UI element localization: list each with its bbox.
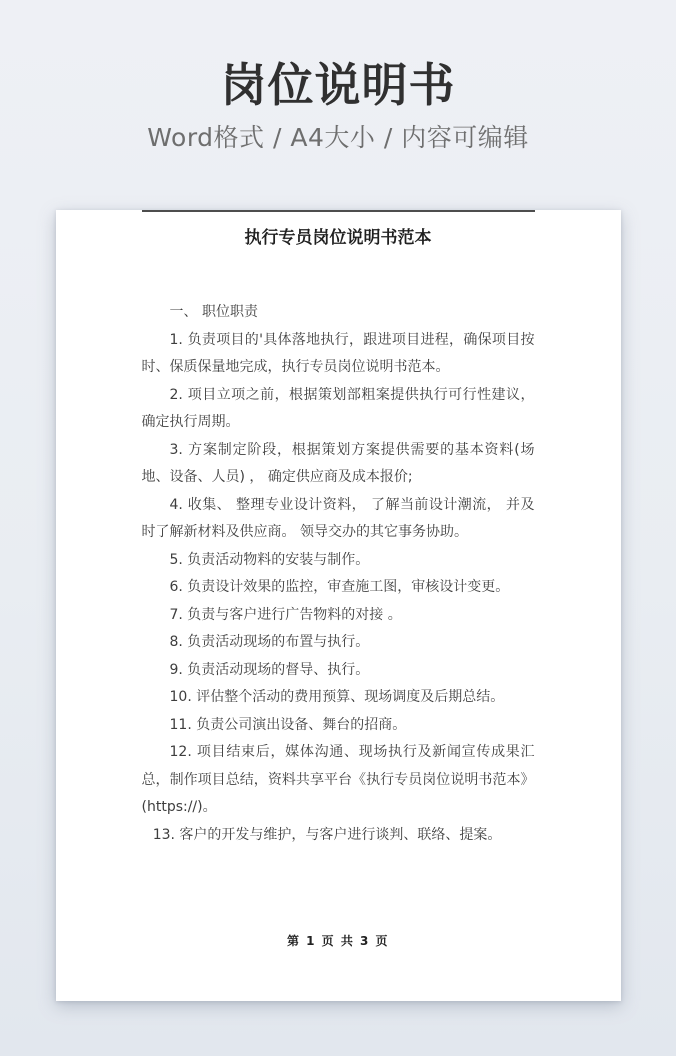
document-paragraph: 6. 负责设计效果的监控，审查施工图，审核设计变更。 (169, 579, 510, 596)
document-sheet (56, 210, 621, 1001)
document-paragraph: 7. 负责与客户进行广告物料的对接 。 (169, 606, 402, 623)
hero-header (0, 0, 676, 153)
document-paragraph: 13. 客户的开发与维护，与客户进行谈判、联络、提案。 (152, 826, 502, 843)
document-paragraph: 9. 负责活动现场的督导、执行。 (169, 661, 370, 678)
document-paragraph: 8. 负责活动现场的布置与执行。 (169, 634, 370, 651)
document-paragraph: 11. 负责公司演出设备、舞台的招商。 (169, 716, 407, 733)
header-rule (142, 210, 535, 212)
document-paragraph: 5. 负责活动物料的安装与制作。 (169, 551, 370, 568)
document-paragraph: 4. 收集、 整理专业设计资料， 了解当前设计潮流， 并及时了解新材料及供应商。 领导交办的其它事务协助。 (141, 496, 535, 541)
page-title: 岗位说明书 (220, 58, 456, 112)
document-paragraph: 10. 评估整个活动的费用预算、现场调度及后期总结。 (169, 689, 505, 706)
document-paragraph: 3. 方案制定阶段，根据策划方案提供需要的基本资料(场地、设备、人员) ， 确定供应商及成本报价; (141, 441, 535, 486)
document-paragraph: 2. 项目立项之前，根据策划部粗案提供执行可行性建议，确定执行周期。 (141, 386, 535, 431)
page-subtitle: Word格式 / A4大小 / 内容可编辑 (147, 122, 529, 152)
document-paragraph: 1. 负责项目的'具体落地执行，跟进项目进程，确保项目按时、保质保量地完成，执行专员岗位说明书范本。 (141, 331, 535, 376)
document-paragraph: 12. 项目结束后，媒体沟通、现场执行及新闻宣传成果汇总，制作项目总结，资料共享平台《执行专员岗位说明书范本》(https://)。 (141, 744, 535, 816)
section-heading: 一、 职位职责 (169, 304, 258, 321)
document-body (142, 299, 535, 849)
document-title: 执行专员岗位说明书范本 (244, 227, 432, 248)
page-number: 第 1 页 共 3 页 (286, 933, 390, 948)
